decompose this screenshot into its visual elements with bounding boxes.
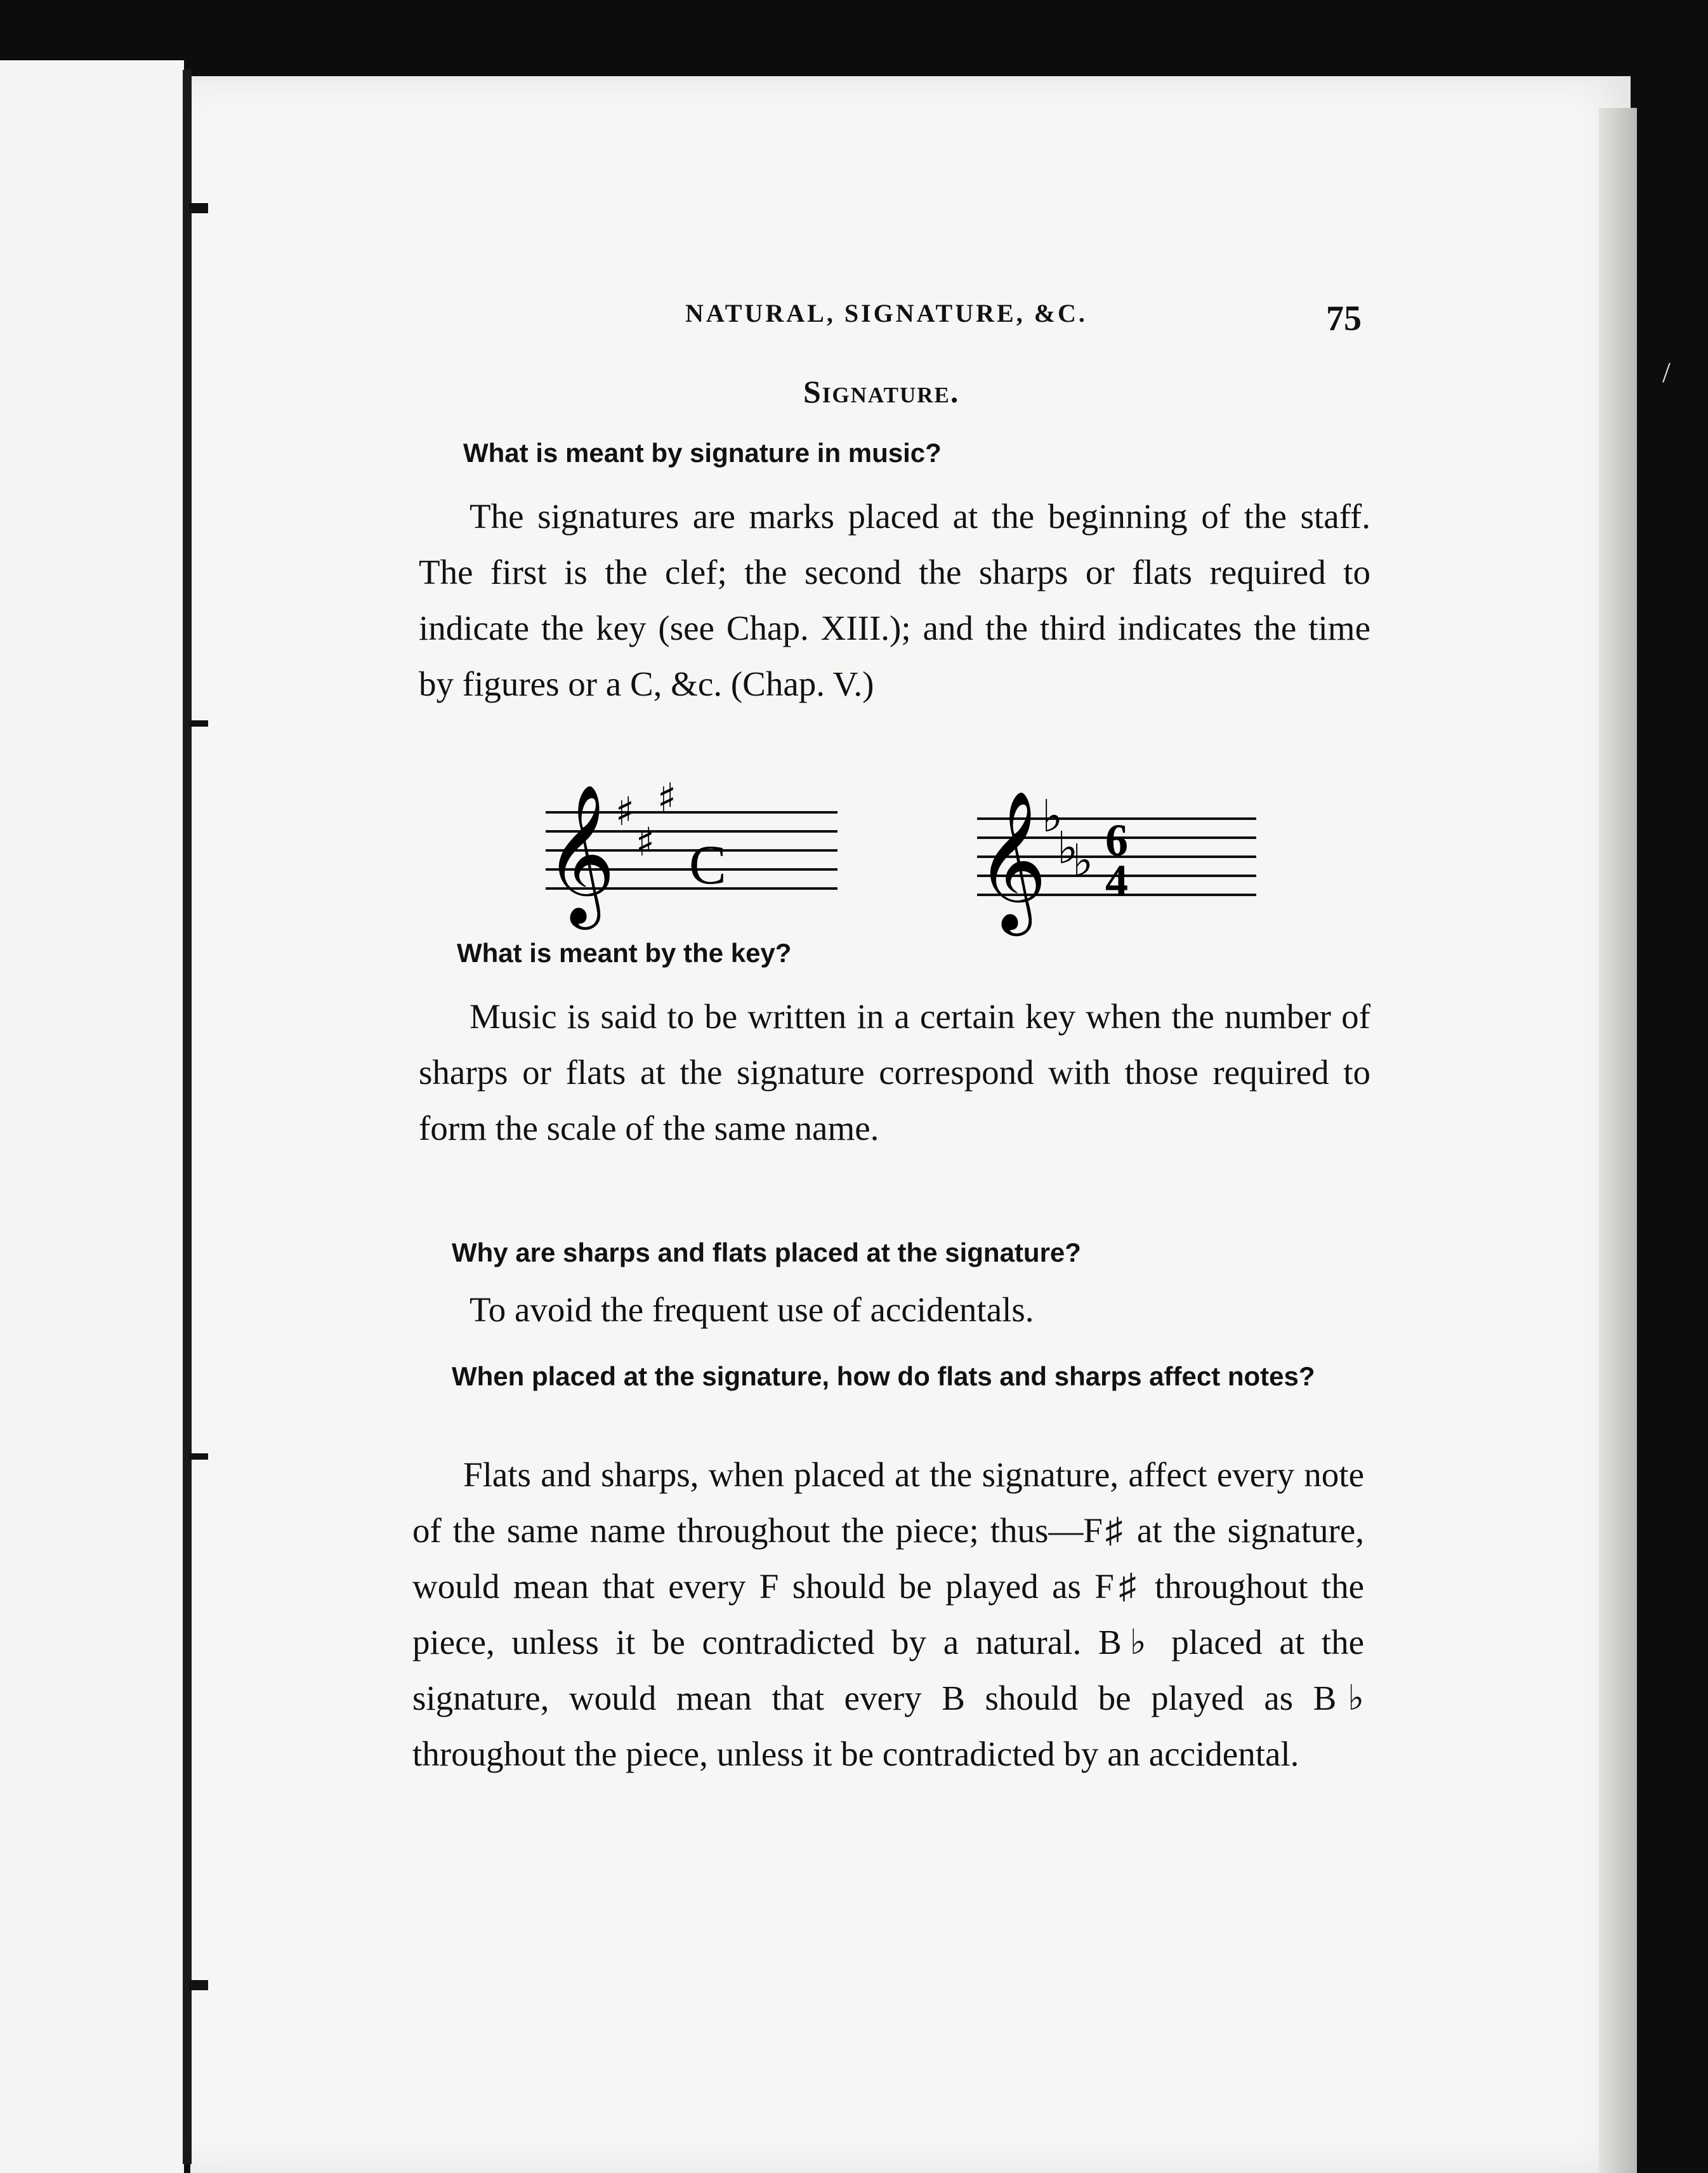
sharp-sign: ♯ bbox=[636, 819, 655, 865]
question-2: What is meant by the key? bbox=[457, 938, 792, 968]
answer-1: The signatures are marks placed at the beginning of the staff. The first is the clef; the second the sharps or flats required to indicate the key (see Chap. XIII.); and the third indicates the time by figures or a C, &c. (Chap. V.) bbox=[419, 497, 1370, 703]
answer-2: Music is said to be written in a certain key when the number of sharps or flats at the signature correspond with those required to form the scale of the same name. bbox=[419, 997, 1370, 1147]
binding-gutter bbox=[183, 70, 192, 2164]
flat-sign: ♭ bbox=[1042, 790, 1063, 842]
facing-page-margin bbox=[0, 60, 184, 2173]
answer-3: To avoid the frequent use of accidentals. bbox=[470, 1290, 1034, 1329]
binding-mark bbox=[189, 1980, 208, 1990]
question-3: Why are sharps and flats placed at the signature? bbox=[452, 1238, 1081, 1267]
binding-mark bbox=[189, 203, 208, 213]
answer-4: Flats and sharps, when placed at the signature, affect every note of the same name throughout the piece; thus—F♯ at the signature, would mean that every F should be played as F♯ throughout the piece, unless it be contradicted by a natural. B♭ placed at the signature, would mean that every B should be played as B♭ throughout the piece, unless it be contradicted by an accidental. bbox=[412, 1455, 1364, 1773]
time-signature-top: 6 bbox=[1105, 815, 1128, 866]
sharp-sign: ♯ bbox=[615, 788, 635, 835]
staff-example-flats bbox=[976, 789, 1256, 936]
sharp-sign: ♯ bbox=[657, 774, 677, 821]
question-1: What is meant by signature in music? bbox=[463, 438, 942, 468]
scan-speck: / bbox=[1662, 356, 1671, 388]
page-edge-shadow bbox=[1599, 108, 1637, 2173]
binding-mark bbox=[189, 720, 208, 727]
signature-examples bbox=[520, 774, 1269, 946]
music-staff-examples bbox=[520, 774, 1269, 946]
flat-sign: ♭ bbox=[1072, 835, 1094, 887]
binding-mark bbox=[189, 1453, 208, 1460]
question-4: When placed at the signature, how do flats and sharps affect notes? bbox=[452, 1361, 1315, 1391]
treble-clef: 𝄞 bbox=[976, 789, 1048, 930]
staff-example-sharps bbox=[544, 774, 838, 930]
running-head: NATURAL, SIGNATURE, &C. bbox=[685, 299, 1087, 327]
time-signature-bottom: 4 bbox=[1105, 855, 1128, 906]
page-number: 75 bbox=[1326, 299, 1362, 338]
treble-clef: 𝄞 bbox=[544, 783, 616, 923]
flat-sign: ♭ bbox=[1057, 822, 1079, 874]
common-time-symbol: C bbox=[689, 835, 726, 896]
section-title: Signature. bbox=[803, 374, 960, 409]
